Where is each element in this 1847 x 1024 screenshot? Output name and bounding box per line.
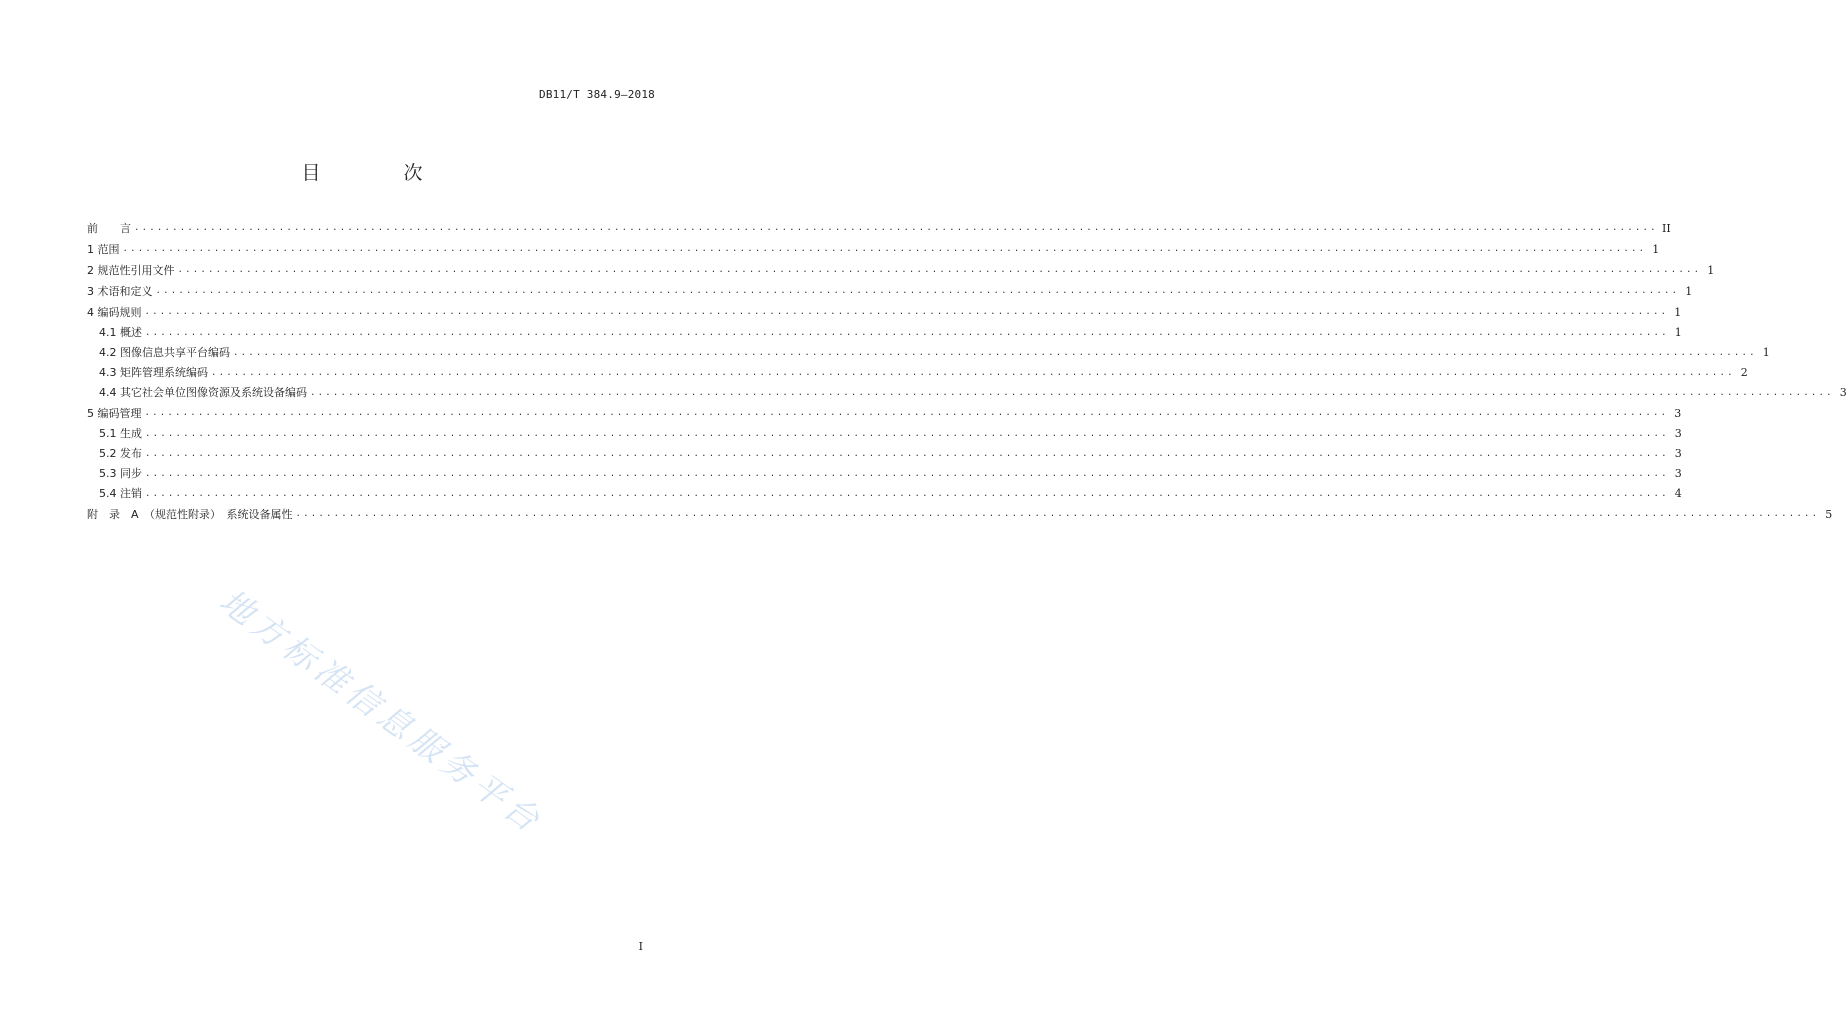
toc-leader-dots: ........................................................................................................................................................................................................ xyxy=(122,244,1647,254)
toc-leader-dots: ........................................................................................................................................................................................................ xyxy=(144,408,1669,418)
toc-entry-page: 1 xyxy=(1652,243,1660,256)
toc-entry-label: 3 术语和定义 xyxy=(87,285,153,298)
toc-subentry[interactable] xyxy=(87,343,1770,363)
watermark: 地方标准信息服务平台 xyxy=(212,581,552,843)
toc-leader-dots: ........................................................................................................................................................................................................ xyxy=(233,348,1757,358)
toc-entry-label: 附 录 A （规范性附录） 系统设备属性 xyxy=(87,508,293,521)
toc-entry-label: 2 规范性引用文件 xyxy=(87,264,175,277)
toc-subentry[interactable] xyxy=(87,424,1682,444)
toc-list xyxy=(87,218,1847,525)
toc-entry-page: 1 xyxy=(1762,346,1770,359)
toc-leader-dots: ........................................................................................................................................................................................................ xyxy=(310,388,1834,398)
toc-subentry[interactable] xyxy=(87,464,1682,484)
toc-entry-label: 1 范围 xyxy=(87,243,120,256)
toc-entry-page: 1 xyxy=(1674,326,1682,339)
toc-title: 目 次 xyxy=(301,162,455,184)
toc-entry-page: 3 xyxy=(1674,427,1682,440)
toc-entry-page: 1 xyxy=(1707,264,1715,277)
toc-leader-dots: ........................................................................................................................................................................................................ xyxy=(155,286,1680,296)
toc-entry-label: 5.2 发布 xyxy=(99,447,142,460)
toc-leader-dots: ........................................................................................................................................................................................................ xyxy=(145,469,1669,479)
toc-entry-label: 5.1 生成 xyxy=(99,427,142,440)
toc-entry-page: 1 xyxy=(1685,285,1693,298)
toc-leader-dots: ........................................................................................................................................................................................................ xyxy=(145,328,1669,338)
toc-leader-dots: ........................................................................................................................................................................................................ xyxy=(145,489,1669,499)
toc-leader-dots: ........................................................................................................................................................................................................ xyxy=(211,368,1735,378)
toc-entry-page: 4 xyxy=(1674,487,1682,500)
toc-entry-page: 3 xyxy=(1674,447,1682,460)
toc-leader-dots: ........................................................................................................................................................................................................ xyxy=(295,509,1820,519)
toc-leader-dots: ........................................................................................................................................................................................................ xyxy=(145,449,1669,459)
toc-subentry[interactable] xyxy=(87,444,1682,464)
toc-entry-label: 4 编码规则 xyxy=(87,306,142,319)
standard-code: DB11/T 384.9—2018 xyxy=(539,88,655,101)
toc-entry[interactable] xyxy=(87,281,1693,302)
toc-subentry[interactable] xyxy=(87,383,1847,403)
toc-entry[interactable] xyxy=(87,403,1682,424)
toc-entry-page: 3 xyxy=(1674,467,1682,480)
toc-entry[interactable] xyxy=(87,260,1715,281)
toc-entry-page: 5 xyxy=(1825,508,1833,521)
toc-entry-label: 4.4 其它社会单位图像资源及系统设备编码 xyxy=(99,386,307,399)
toc-entry[interactable] xyxy=(87,239,1660,260)
toc-subentry[interactable] xyxy=(87,323,1682,343)
toc-entry-label: 5 编码管理 xyxy=(87,407,142,420)
page-number: I xyxy=(638,940,643,953)
toc-entry[interactable] xyxy=(87,218,1671,239)
toc-entry-label: 4.1 概述 xyxy=(99,326,142,339)
toc-leader-dots: ........................................................................................................................................................................................................ xyxy=(145,429,1669,439)
toc-entry-label: 5.4 注销 xyxy=(99,487,142,500)
toc-entry-page: 2 xyxy=(1740,366,1748,379)
toc-entry-page: 1 xyxy=(1674,306,1682,319)
toc-leader-dots: ........................................................................................................................................................................................................ xyxy=(134,223,1658,233)
toc-entry-page: 3 xyxy=(1839,386,1847,399)
toc-entry-label: 4.3 矩阵管理系统编码 xyxy=(99,366,208,379)
toc-leader-dots: ........................................................................................................................................................................................................ xyxy=(144,307,1669,317)
toc-subentry[interactable] xyxy=(87,363,1748,383)
toc-entry-page: 3 xyxy=(1674,407,1682,420)
toc-subentry[interactable] xyxy=(87,484,1682,504)
toc-entry[interactable] xyxy=(87,504,1833,525)
toc-leader-dots: ........................................................................................................................................................................................................ xyxy=(177,265,1702,275)
toc-entry-label: 5.3 同步 xyxy=(99,467,142,480)
toc-entry[interactable] xyxy=(87,302,1682,323)
toc-entry-page: II xyxy=(1662,222,1671,235)
toc-entry-label: 4.2 图像信息共享平台编码 xyxy=(99,346,230,359)
toc-entry-label: 前 言 xyxy=(87,222,131,235)
